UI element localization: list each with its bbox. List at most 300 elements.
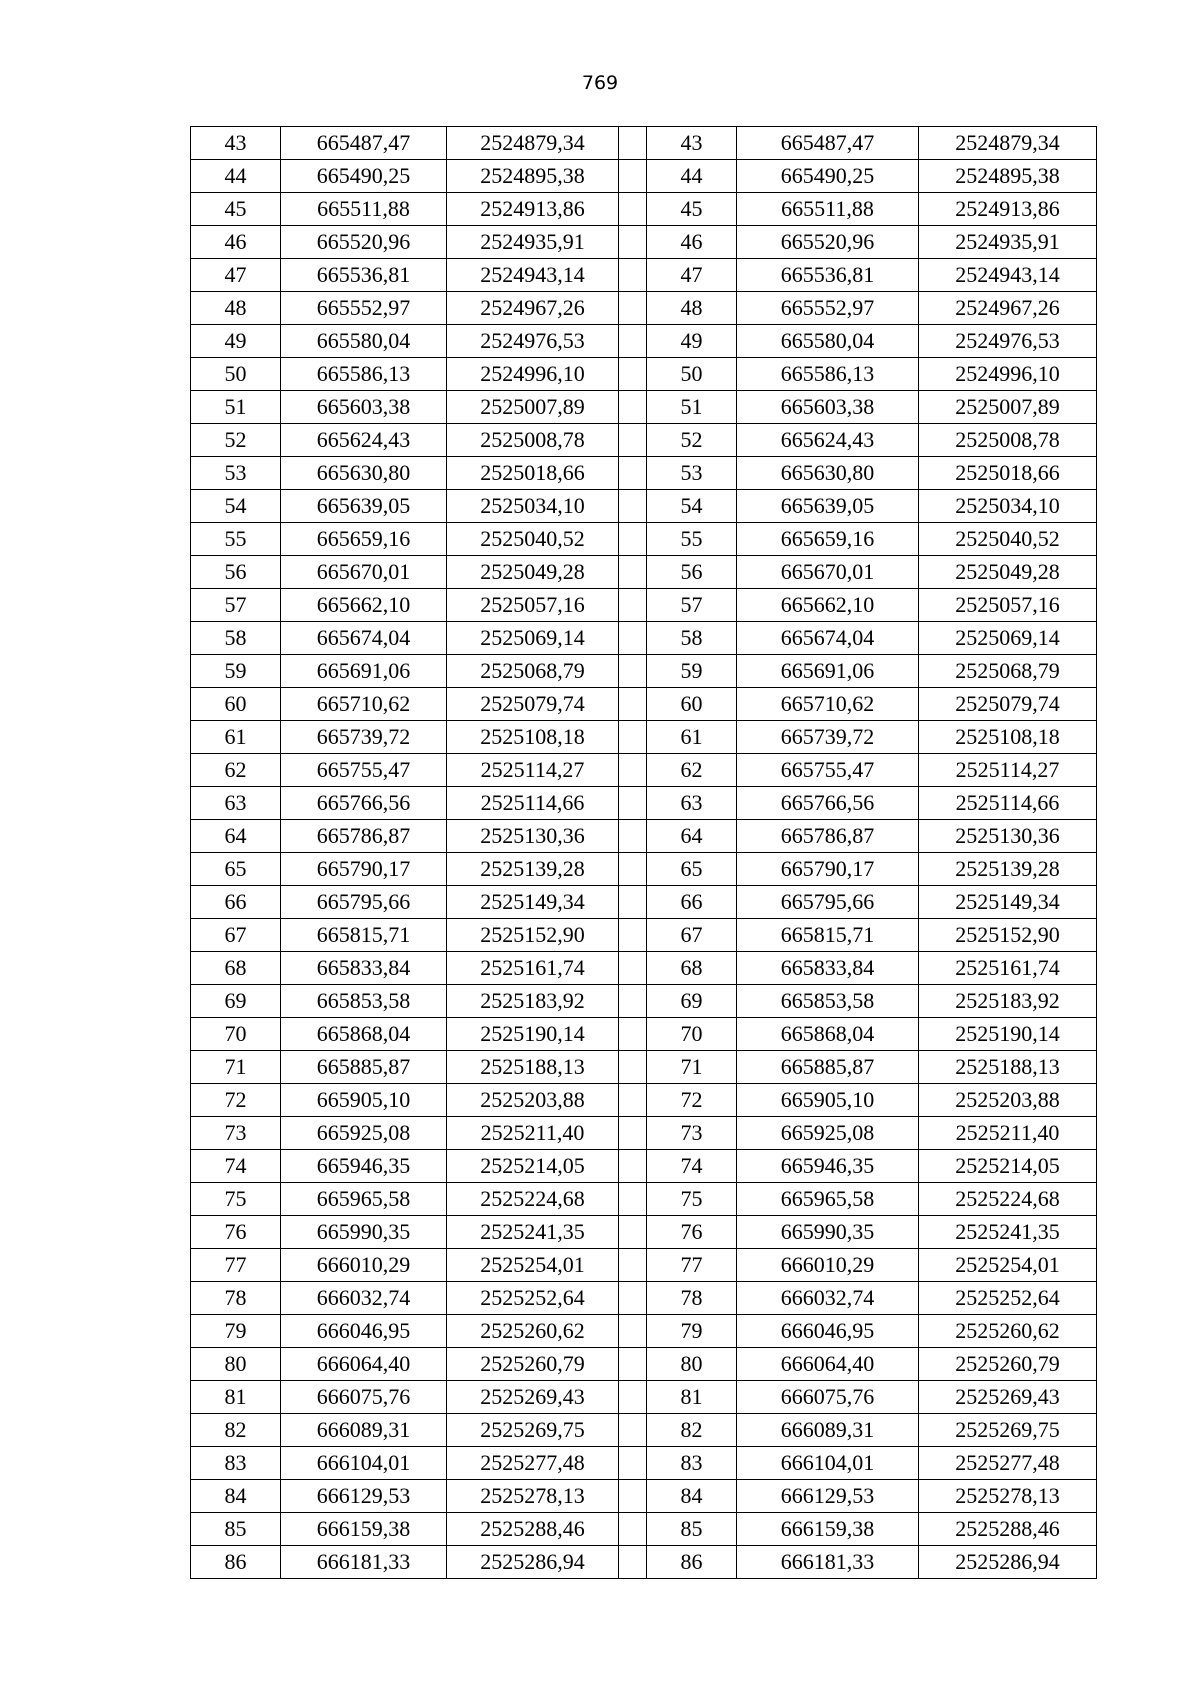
point-number-cell: 47 bbox=[647, 259, 737, 292]
x-coordinate-cell: 665586,13 bbox=[281, 358, 447, 391]
table-row bbox=[191, 424, 1097, 457]
point-number-cell: 46 bbox=[191, 226, 281, 259]
y-coordinate-cell: 2525057,16 bbox=[919, 589, 1097, 622]
y-coordinate-cell: 2524943,14 bbox=[919, 259, 1097, 292]
empty-separator-cell bbox=[619, 655, 647, 688]
y-coordinate-cell: 2525188,13 bbox=[919, 1051, 1097, 1084]
point-number-cell: 81 bbox=[191, 1381, 281, 1414]
x-coordinate-cell: 665603,38 bbox=[737, 391, 919, 424]
empty-separator-cell bbox=[619, 919, 647, 952]
table-row bbox=[191, 1084, 1097, 1117]
point-number-cell: 66 bbox=[647, 886, 737, 919]
point-number-cell: 80 bbox=[647, 1348, 737, 1381]
y-coordinate-cell: 2524943,14 bbox=[447, 259, 619, 292]
point-number-cell: 55 bbox=[647, 523, 737, 556]
point-number-cell: 43 bbox=[191, 127, 281, 160]
y-coordinate-cell: 2525068,79 bbox=[447, 655, 619, 688]
y-coordinate-cell: 2525269,43 bbox=[919, 1381, 1097, 1414]
point-number-cell: 69 bbox=[647, 985, 737, 1018]
empty-separator-cell bbox=[619, 622, 647, 655]
point-number-cell: 64 bbox=[647, 820, 737, 853]
x-coordinate-cell: 665487,47 bbox=[737, 127, 919, 160]
y-coordinate-cell: 2525049,28 bbox=[919, 556, 1097, 589]
point-number-cell: 53 bbox=[191, 457, 281, 490]
y-coordinate-cell: 2524967,26 bbox=[447, 292, 619, 325]
empty-separator-cell bbox=[619, 259, 647, 292]
point-number-cell: 44 bbox=[647, 160, 737, 193]
x-coordinate-cell: 665710,62 bbox=[737, 688, 919, 721]
point-number-cell: 69 bbox=[191, 985, 281, 1018]
x-coordinate-cell: 665739,72 bbox=[737, 721, 919, 754]
empty-separator-cell bbox=[619, 292, 647, 325]
table-row bbox=[191, 721, 1097, 754]
y-coordinate-cell: 2525211,40 bbox=[919, 1117, 1097, 1150]
point-number-cell: 49 bbox=[191, 325, 281, 358]
x-coordinate-cell: 665739,72 bbox=[281, 721, 447, 754]
table-row bbox=[191, 622, 1097, 655]
y-coordinate-cell: 2525130,36 bbox=[919, 820, 1097, 853]
y-coordinate-cell: 2525224,68 bbox=[447, 1183, 619, 1216]
y-coordinate-cell: 2525254,01 bbox=[919, 1249, 1097, 1282]
x-coordinate-cell: 665639,05 bbox=[737, 490, 919, 523]
y-coordinate-cell: 2525254,01 bbox=[447, 1249, 619, 1282]
y-coordinate-cell: 2525161,74 bbox=[919, 952, 1097, 985]
point-number-cell: 86 bbox=[191, 1546, 281, 1579]
point-number-cell: 82 bbox=[191, 1414, 281, 1447]
point-number-cell: 52 bbox=[647, 424, 737, 457]
y-coordinate-cell: 2525211,40 bbox=[447, 1117, 619, 1150]
empty-separator-cell bbox=[619, 1546, 647, 1579]
table-row bbox=[191, 985, 1097, 1018]
x-coordinate-cell: 666181,33 bbox=[737, 1546, 919, 1579]
x-coordinate-cell: 666064,40 bbox=[737, 1348, 919, 1381]
y-coordinate-cell: 2525139,28 bbox=[447, 853, 619, 886]
table-row bbox=[191, 457, 1097, 490]
table-row bbox=[191, 919, 1097, 952]
x-coordinate-cell: 665868,04 bbox=[737, 1018, 919, 1051]
empty-separator-cell bbox=[619, 1513, 647, 1546]
point-number-cell: 53 bbox=[647, 457, 737, 490]
empty-separator-cell bbox=[619, 160, 647, 193]
table-row bbox=[191, 589, 1097, 622]
x-coordinate-cell: 665490,25 bbox=[281, 160, 447, 193]
y-coordinate-cell: 2525286,94 bbox=[447, 1546, 619, 1579]
x-coordinate-cell: 665766,56 bbox=[281, 787, 447, 820]
y-coordinate-cell: 2525007,89 bbox=[447, 391, 619, 424]
x-coordinate-cell: 665674,04 bbox=[737, 622, 919, 655]
point-number-cell: 83 bbox=[647, 1447, 737, 1480]
point-number-cell: 60 bbox=[647, 688, 737, 721]
table-row bbox=[191, 1546, 1097, 1579]
empty-separator-cell bbox=[619, 820, 647, 853]
y-coordinate-cell: 2525260,79 bbox=[919, 1348, 1097, 1381]
y-coordinate-cell: 2525252,64 bbox=[447, 1282, 619, 1315]
point-number-cell: 61 bbox=[647, 721, 737, 754]
point-number-cell: 83 bbox=[191, 1447, 281, 1480]
point-number-cell: 67 bbox=[191, 919, 281, 952]
y-coordinate-cell: 2525277,48 bbox=[447, 1447, 619, 1480]
point-number-cell: 78 bbox=[647, 1282, 737, 1315]
point-number-cell: 58 bbox=[647, 622, 737, 655]
point-number-cell: 68 bbox=[647, 952, 737, 985]
empty-separator-cell bbox=[619, 853, 647, 886]
point-number-cell: 75 bbox=[647, 1183, 737, 1216]
empty-separator-cell bbox=[619, 193, 647, 226]
point-number-cell: 62 bbox=[191, 754, 281, 787]
coordinates-table-body bbox=[191, 127, 1097, 1579]
point-number-cell: 65 bbox=[191, 853, 281, 886]
point-number-cell: 67 bbox=[647, 919, 737, 952]
y-coordinate-cell: 2525068,79 bbox=[919, 655, 1097, 688]
x-coordinate-cell: 666129,53 bbox=[737, 1480, 919, 1513]
empty-separator-cell bbox=[619, 787, 647, 820]
x-coordinate-cell: 666181,33 bbox=[281, 1546, 447, 1579]
y-coordinate-cell: 2525108,18 bbox=[447, 721, 619, 754]
x-coordinate-cell: 665580,04 bbox=[737, 325, 919, 358]
empty-separator-cell bbox=[619, 1414, 647, 1447]
y-coordinate-cell: 2525241,35 bbox=[919, 1216, 1097, 1249]
x-coordinate-cell: 666159,38 bbox=[281, 1513, 447, 1546]
y-coordinate-cell: 2525224,68 bbox=[919, 1183, 1097, 1216]
y-coordinate-cell: 2524976,53 bbox=[447, 325, 619, 358]
table-row bbox=[191, 523, 1097, 556]
table-row bbox=[191, 193, 1097, 226]
empty-separator-cell bbox=[619, 952, 647, 985]
y-coordinate-cell: 2524879,34 bbox=[919, 127, 1097, 160]
table-row bbox=[191, 754, 1097, 787]
y-coordinate-cell: 2525241,35 bbox=[447, 1216, 619, 1249]
point-number-cell: 46 bbox=[647, 226, 737, 259]
x-coordinate-cell: 665905,10 bbox=[737, 1084, 919, 1117]
empty-separator-cell bbox=[619, 1315, 647, 1348]
point-number-cell: 45 bbox=[647, 193, 737, 226]
x-coordinate-cell: 665755,47 bbox=[737, 754, 919, 787]
x-coordinate-cell: 665662,10 bbox=[281, 589, 447, 622]
y-coordinate-cell: 2525288,46 bbox=[447, 1513, 619, 1546]
x-coordinate-cell: 665580,04 bbox=[281, 325, 447, 358]
empty-separator-cell bbox=[619, 457, 647, 490]
y-coordinate-cell: 2525114,66 bbox=[919, 787, 1097, 820]
y-coordinate-cell: 2525288,46 bbox=[919, 1513, 1097, 1546]
point-number-cell: 82 bbox=[647, 1414, 737, 1447]
point-number-cell: 48 bbox=[647, 292, 737, 325]
point-number-cell: 70 bbox=[191, 1018, 281, 1051]
y-coordinate-cell: 2524996,10 bbox=[919, 358, 1097, 391]
x-coordinate-cell: 666010,29 bbox=[737, 1249, 919, 1282]
x-coordinate-cell: 665659,16 bbox=[281, 523, 447, 556]
empty-separator-cell bbox=[619, 226, 647, 259]
point-number-cell: 71 bbox=[647, 1051, 737, 1084]
y-coordinate-cell: 2525149,34 bbox=[919, 886, 1097, 919]
table-row bbox=[191, 1480, 1097, 1513]
x-coordinate-cell: 666129,53 bbox=[281, 1480, 447, 1513]
table-row bbox=[191, 160, 1097, 193]
x-coordinate-cell: 665815,71 bbox=[281, 919, 447, 952]
y-coordinate-cell: 2525114,27 bbox=[447, 754, 619, 787]
table-row bbox=[191, 325, 1097, 358]
table-row bbox=[191, 1018, 1097, 1051]
y-coordinate-cell: 2525034,10 bbox=[919, 490, 1097, 523]
point-number-cell: 86 bbox=[647, 1546, 737, 1579]
y-coordinate-cell: 2525278,13 bbox=[919, 1480, 1097, 1513]
point-number-cell: 50 bbox=[191, 358, 281, 391]
point-number-cell: 84 bbox=[647, 1480, 737, 1513]
y-coordinate-cell: 2525277,48 bbox=[919, 1447, 1097, 1480]
y-coordinate-cell: 2525203,88 bbox=[447, 1084, 619, 1117]
x-coordinate-cell: 666075,76 bbox=[281, 1381, 447, 1414]
x-coordinate-cell: 665511,88 bbox=[281, 193, 447, 226]
point-number-cell: 66 bbox=[191, 886, 281, 919]
table-row bbox=[191, 259, 1097, 292]
empty-separator-cell bbox=[619, 754, 647, 787]
table-row bbox=[191, 1447, 1097, 1480]
y-coordinate-cell: 2525139,28 bbox=[919, 853, 1097, 886]
y-coordinate-cell: 2525069,14 bbox=[919, 622, 1097, 655]
y-coordinate-cell: 2525114,66 bbox=[447, 787, 619, 820]
table-row bbox=[191, 391, 1097, 424]
coordinates-table bbox=[190, 126, 1097, 1579]
point-number-cell: 59 bbox=[191, 655, 281, 688]
empty-separator-cell bbox=[619, 1249, 647, 1282]
x-coordinate-cell: 665710,62 bbox=[281, 688, 447, 721]
empty-separator-cell bbox=[619, 688, 647, 721]
y-coordinate-cell: 2525161,74 bbox=[447, 952, 619, 985]
point-number-cell: 65 bbox=[647, 853, 737, 886]
empty-separator-cell bbox=[619, 1480, 647, 1513]
y-coordinate-cell: 2524879,34 bbox=[447, 127, 619, 160]
table-row bbox=[191, 556, 1097, 589]
point-number-cell: 70 bbox=[647, 1018, 737, 1051]
x-coordinate-cell: 665885,87 bbox=[737, 1051, 919, 1084]
y-coordinate-cell: 2525040,52 bbox=[447, 523, 619, 556]
point-number-cell: 50 bbox=[647, 358, 737, 391]
y-coordinate-cell: 2525152,90 bbox=[919, 919, 1097, 952]
y-coordinate-cell: 2525269,43 bbox=[447, 1381, 619, 1414]
x-coordinate-cell: 665766,56 bbox=[737, 787, 919, 820]
empty-separator-cell bbox=[619, 325, 647, 358]
point-number-cell: 54 bbox=[647, 490, 737, 523]
table-row bbox=[191, 688, 1097, 721]
y-coordinate-cell: 2525260,62 bbox=[447, 1315, 619, 1348]
point-number-cell: 81 bbox=[647, 1381, 737, 1414]
table-row bbox=[191, 1348, 1097, 1381]
table-row bbox=[191, 1513, 1097, 1546]
x-coordinate-cell: 665925,08 bbox=[737, 1117, 919, 1150]
y-coordinate-cell: 2525057,16 bbox=[447, 589, 619, 622]
point-number-cell: 56 bbox=[647, 556, 737, 589]
x-coordinate-cell: 665790,17 bbox=[281, 853, 447, 886]
point-number-cell: 64 bbox=[191, 820, 281, 853]
empty-separator-cell bbox=[619, 1447, 647, 1480]
y-coordinate-cell: 2525079,74 bbox=[447, 688, 619, 721]
x-coordinate-cell: 665786,87 bbox=[281, 820, 447, 853]
x-coordinate-cell: 665905,10 bbox=[281, 1084, 447, 1117]
point-number-cell: 63 bbox=[647, 787, 737, 820]
point-number-cell: 84 bbox=[191, 1480, 281, 1513]
x-coordinate-cell: 665520,96 bbox=[737, 226, 919, 259]
table-row bbox=[191, 952, 1097, 985]
table-row bbox=[191, 820, 1097, 853]
point-number-cell: 47 bbox=[191, 259, 281, 292]
empty-separator-cell bbox=[619, 1348, 647, 1381]
empty-separator-cell bbox=[619, 556, 647, 589]
empty-separator-cell bbox=[619, 1381, 647, 1414]
point-number-cell: 78 bbox=[191, 1282, 281, 1315]
point-number-cell: 79 bbox=[647, 1315, 737, 1348]
point-number-cell: 60 bbox=[191, 688, 281, 721]
point-number-cell: 45 bbox=[191, 193, 281, 226]
x-coordinate-cell: 665833,84 bbox=[281, 952, 447, 985]
y-coordinate-cell: 2525260,62 bbox=[919, 1315, 1097, 1348]
point-number-cell: 61 bbox=[191, 721, 281, 754]
empty-separator-cell bbox=[619, 721, 647, 754]
point-number-cell: 77 bbox=[647, 1249, 737, 1282]
x-coordinate-cell: 666104,01 bbox=[281, 1447, 447, 1480]
empty-separator-cell bbox=[619, 1216, 647, 1249]
point-number-cell: 76 bbox=[647, 1216, 737, 1249]
table-row bbox=[191, 1117, 1097, 1150]
y-coordinate-cell: 2525049,28 bbox=[447, 556, 619, 589]
x-coordinate-cell: 665925,08 bbox=[281, 1117, 447, 1150]
x-coordinate-cell: 666046,95 bbox=[737, 1315, 919, 1348]
page-number: 769 bbox=[581, 72, 619, 94]
point-number-cell: 77 bbox=[191, 1249, 281, 1282]
empty-separator-cell bbox=[619, 127, 647, 160]
y-coordinate-cell: 2525130,36 bbox=[447, 820, 619, 853]
table-row bbox=[191, 1381, 1097, 1414]
x-coordinate-cell: 665670,01 bbox=[737, 556, 919, 589]
y-coordinate-cell: 2525007,89 bbox=[919, 391, 1097, 424]
y-coordinate-cell: 2524976,53 bbox=[919, 325, 1097, 358]
x-coordinate-cell: 665795,66 bbox=[281, 886, 447, 919]
table-row bbox=[191, 1249, 1097, 1282]
table-row bbox=[191, 886, 1097, 919]
point-number-cell: 54 bbox=[191, 490, 281, 523]
x-coordinate-cell: 665603,38 bbox=[281, 391, 447, 424]
x-coordinate-cell: 665487,47 bbox=[281, 127, 447, 160]
point-number-cell: 76 bbox=[191, 1216, 281, 1249]
x-coordinate-cell: 666089,31 bbox=[737, 1414, 919, 1447]
y-coordinate-cell: 2525149,34 bbox=[447, 886, 619, 919]
point-number-cell: 51 bbox=[191, 391, 281, 424]
x-coordinate-cell: 665511,88 bbox=[737, 193, 919, 226]
point-number-cell: 74 bbox=[647, 1150, 737, 1183]
empty-separator-cell bbox=[619, 358, 647, 391]
x-coordinate-cell: 665853,58 bbox=[281, 985, 447, 1018]
x-coordinate-cell: 665536,81 bbox=[737, 259, 919, 292]
x-coordinate-cell: 666046,95 bbox=[281, 1315, 447, 1348]
y-coordinate-cell: 2525214,05 bbox=[447, 1150, 619, 1183]
y-coordinate-cell: 2525152,90 bbox=[447, 919, 619, 952]
x-coordinate-cell: 666032,74 bbox=[737, 1282, 919, 1315]
x-coordinate-cell: 665786,87 bbox=[737, 820, 919, 853]
point-number-cell: 58 bbox=[191, 622, 281, 655]
point-number-cell: 43 bbox=[647, 127, 737, 160]
empty-separator-cell bbox=[619, 490, 647, 523]
x-coordinate-cell: 665630,80 bbox=[281, 457, 447, 490]
x-coordinate-cell: 665490,25 bbox=[737, 160, 919, 193]
x-coordinate-cell: 665990,35 bbox=[737, 1216, 919, 1249]
table-row bbox=[191, 1216, 1097, 1249]
y-coordinate-cell: 2524967,26 bbox=[919, 292, 1097, 325]
x-coordinate-cell: 665662,10 bbox=[737, 589, 919, 622]
point-number-cell: 49 bbox=[647, 325, 737, 358]
x-coordinate-cell: 665624,43 bbox=[281, 424, 447, 457]
x-coordinate-cell: 666064,40 bbox=[281, 1348, 447, 1381]
y-coordinate-cell: 2525286,94 bbox=[919, 1546, 1097, 1579]
empty-separator-cell bbox=[619, 391, 647, 424]
y-coordinate-cell: 2525114,27 bbox=[919, 754, 1097, 787]
x-coordinate-cell: 665552,97 bbox=[281, 292, 447, 325]
x-coordinate-cell: 665755,47 bbox=[281, 754, 447, 787]
point-number-cell: 85 bbox=[191, 1513, 281, 1546]
y-coordinate-cell: 2525203,88 bbox=[919, 1084, 1097, 1117]
x-coordinate-cell: 666010,29 bbox=[281, 1249, 447, 1282]
y-coordinate-cell: 2525069,14 bbox=[447, 622, 619, 655]
y-coordinate-cell: 2525214,05 bbox=[919, 1150, 1097, 1183]
x-coordinate-cell: 665674,04 bbox=[281, 622, 447, 655]
point-number-cell: 72 bbox=[647, 1084, 737, 1117]
y-coordinate-cell: 2524996,10 bbox=[447, 358, 619, 391]
empty-separator-cell bbox=[619, 1018, 647, 1051]
y-coordinate-cell: 2525079,74 bbox=[919, 688, 1097, 721]
table-row bbox=[191, 1315, 1097, 1348]
x-coordinate-cell: 665691,06 bbox=[281, 655, 447, 688]
point-number-cell: 71 bbox=[191, 1051, 281, 1084]
point-number-cell: 75 bbox=[191, 1183, 281, 1216]
table-row bbox=[191, 358, 1097, 391]
y-coordinate-cell: 2525190,14 bbox=[919, 1018, 1097, 1051]
y-coordinate-cell: 2525183,92 bbox=[919, 985, 1097, 1018]
empty-separator-cell bbox=[619, 1150, 647, 1183]
point-number-cell: 62 bbox=[647, 754, 737, 787]
x-coordinate-cell: 665815,71 bbox=[737, 919, 919, 952]
point-number-cell: 63 bbox=[191, 787, 281, 820]
y-coordinate-cell: 2525188,13 bbox=[447, 1051, 619, 1084]
x-coordinate-cell: 665946,35 bbox=[281, 1150, 447, 1183]
y-coordinate-cell: 2525034,10 bbox=[447, 490, 619, 523]
table-row bbox=[191, 1282, 1097, 1315]
x-coordinate-cell: 666159,38 bbox=[737, 1513, 919, 1546]
table-row bbox=[191, 853, 1097, 886]
x-coordinate-cell: 665624,43 bbox=[737, 424, 919, 457]
table-row bbox=[191, 490, 1097, 523]
empty-separator-cell bbox=[619, 1282, 647, 1315]
table-row bbox=[191, 1051, 1097, 1084]
empty-separator-cell bbox=[619, 589, 647, 622]
x-coordinate-cell: 665586,13 bbox=[737, 358, 919, 391]
point-number-cell: 48 bbox=[191, 292, 281, 325]
y-coordinate-cell: 2525183,92 bbox=[447, 985, 619, 1018]
x-coordinate-cell: 665833,84 bbox=[737, 952, 919, 985]
y-coordinate-cell: 2524913,86 bbox=[919, 193, 1097, 226]
point-number-cell: 80 bbox=[191, 1348, 281, 1381]
x-coordinate-cell: 665965,58 bbox=[281, 1183, 447, 1216]
point-number-cell: 51 bbox=[647, 391, 737, 424]
x-coordinate-cell: 665885,87 bbox=[281, 1051, 447, 1084]
y-coordinate-cell: 2525269,75 bbox=[447, 1414, 619, 1447]
point-number-cell: 73 bbox=[191, 1117, 281, 1150]
table-row bbox=[191, 1183, 1097, 1216]
y-coordinate-cell: 2524935,91 bbox=[919, 226, 1097, 259]
empty-separator-cell bbox=[619, 985, 647, 1018]
table-row bbox=[191, 1150, 1097, 1183]
point-number-cell: 55 bbox=[191, 523, 281, 556]
y-coordinate-cell: 2525269,75 bbox=[919, 1414, 1097, 1447]
table-row bbox=[191, 127, 1097, 160]
point-number-cell: 73 bbox=[647, 1117, 737, 1150]
y-coordinate-cell: 2524935,91 bbox=[447, 226, 619, 259]
